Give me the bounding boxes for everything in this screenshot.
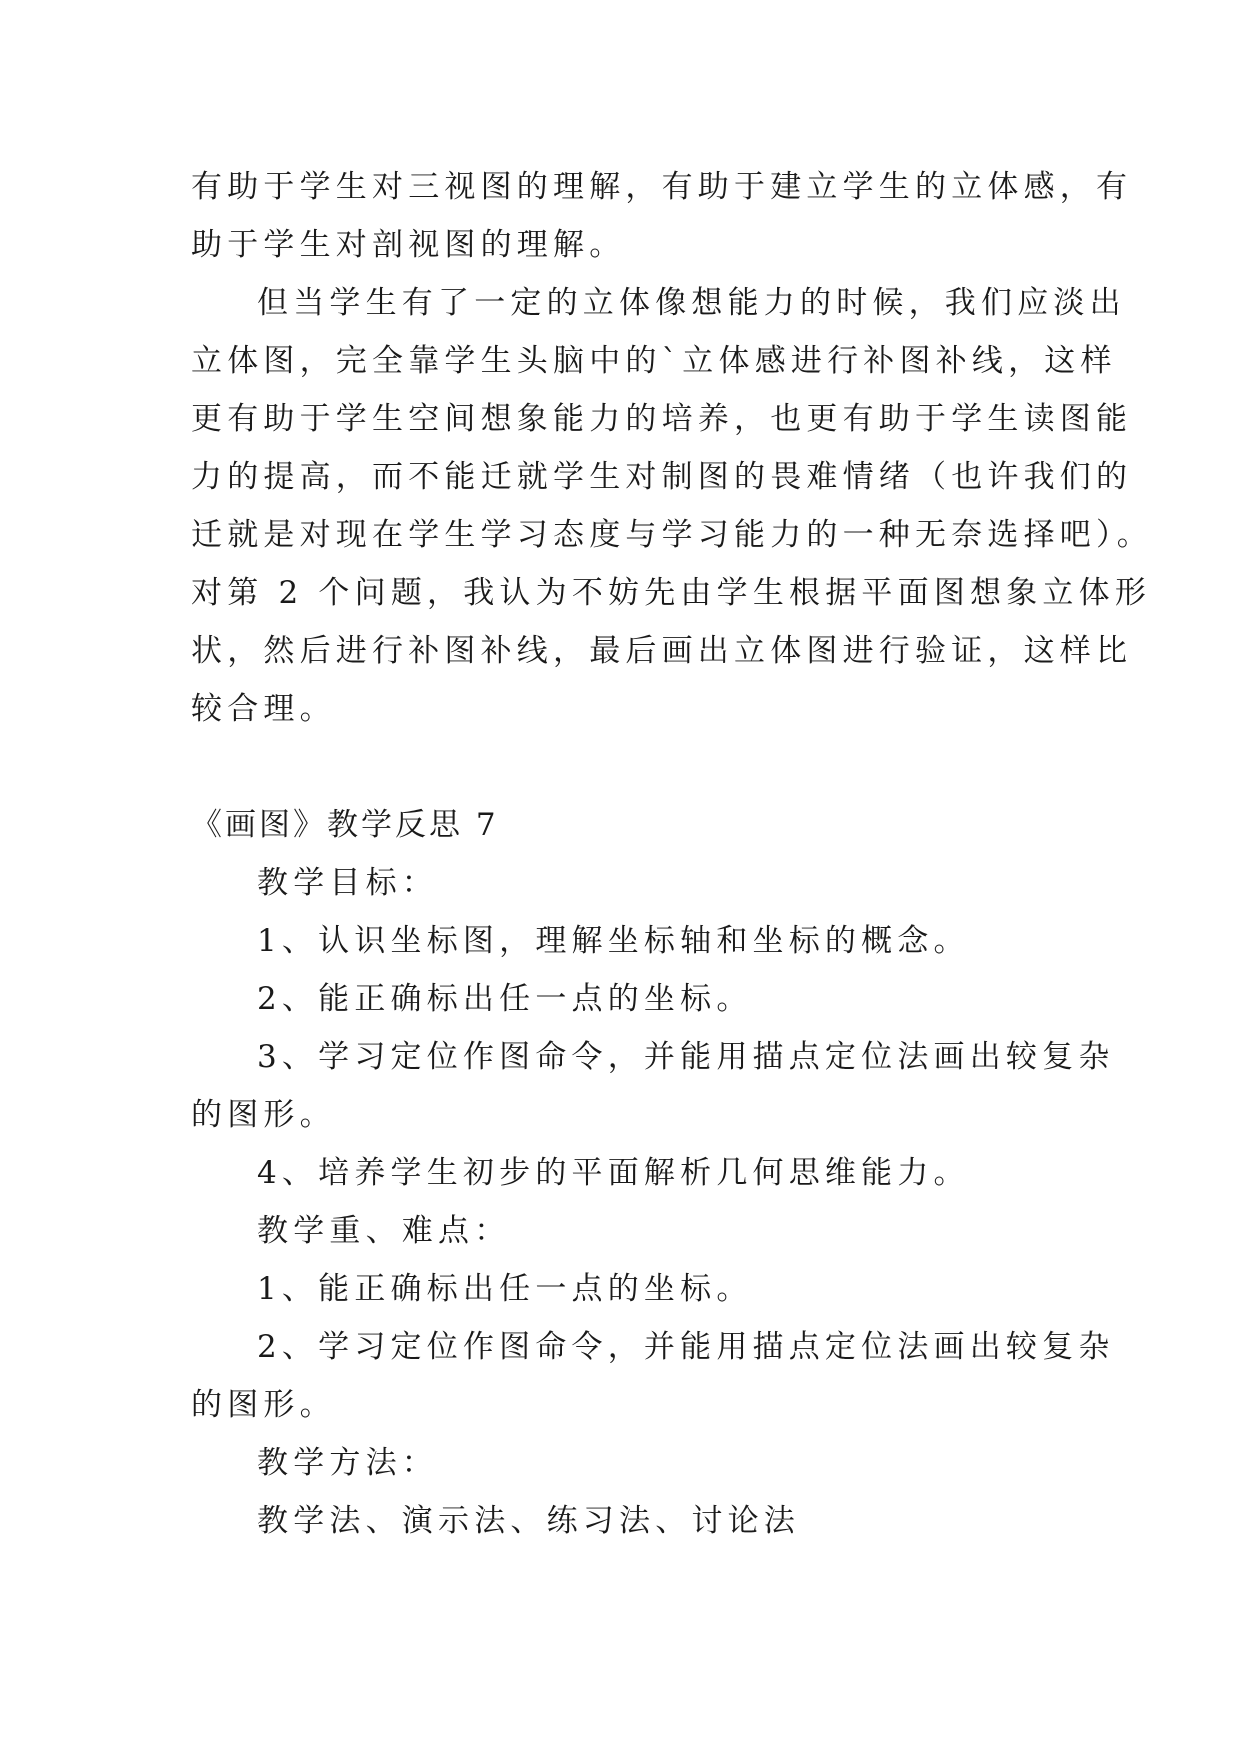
methods-heading: 教学方法： [257, 1445, 438, 1481]
paragraph-line: 助于学生对剖视图的理解。 [191, 227, 626, 263]
paragraph-line: 但当学生有了一定的立体像想能力的时候，我们应淡出 [257, 285, 1126, 321]
objective-item: 2、能正确标出任一点的坐标。 [257, 981, 753, 1017]
objective-item: 4、培养学生初步的平面解析几何思维能力。 [257, 1155, 970, 1191]
paragraph-line: 状，然后进行补图补线，最后画出立体图进行验证，这样比 [191, 633, 1133, 669]
paragraph-line: 有助于学生对三视图的理解，有助于建立学生的立体感，有 [191, 169, 1133, 205]
paragraph-line: 力的提高，而不能迁就学生对制图的畏难情绪（也许我们的 [191, 459, 1133, 495]
section-title: 《画图》教学反思 7 [191, 807, 499, 843]
objective-item: 1、认识坐标图，理解坐标轴和坐标的概念。 [257, 923, 970, 959]
paragraph-line: 较合理。 [191, 691, 336, 727]
key-point-item-continuation: 的图形。 [191, 1387, 336, 1423]
key-point-item: 1、能正确标出任一点的坐标。 [257, 1271, 753, 1307]
paragraph-line: 更有助于学生空间想象能力的培养，也更有助于学生读图能 [191, 401, 1133, 437]
paragraph-line: 对第 2 个问题，我认为不妨先由学生根据平面图想象立体形 [191, 575, 1152, 611]
paragraph-line: 立体图，完全靠学生头脑中的`立体感进行补图补线，这样 [191, 343, 1117, 379]
objective-item: 3、学习定位作图命令，并能用描点定位法画出较复杂 [257, 1039, 1115, 1075]
objectives-heading: 教学目标： [257, 865, 438, 901]
key-points-heading: 教学重、难点： [257, 1213, 511, 1249]
objective-item-continuation: 的图形。 [191, 1097, 336, 1133]
key-point-item: 2、学习定位作图命令，并能用描点定位法画出较复杂 [257, 1329, 1115, 1365]
methods-text: 教学法、演示法、练习法、讨论法 [257, 1503, 800, 1539]
paragraph-line: 迁就是对现在学生学习态度与学习能力的一种无奈选择吧）。 [191, 517, 1153, 553]
